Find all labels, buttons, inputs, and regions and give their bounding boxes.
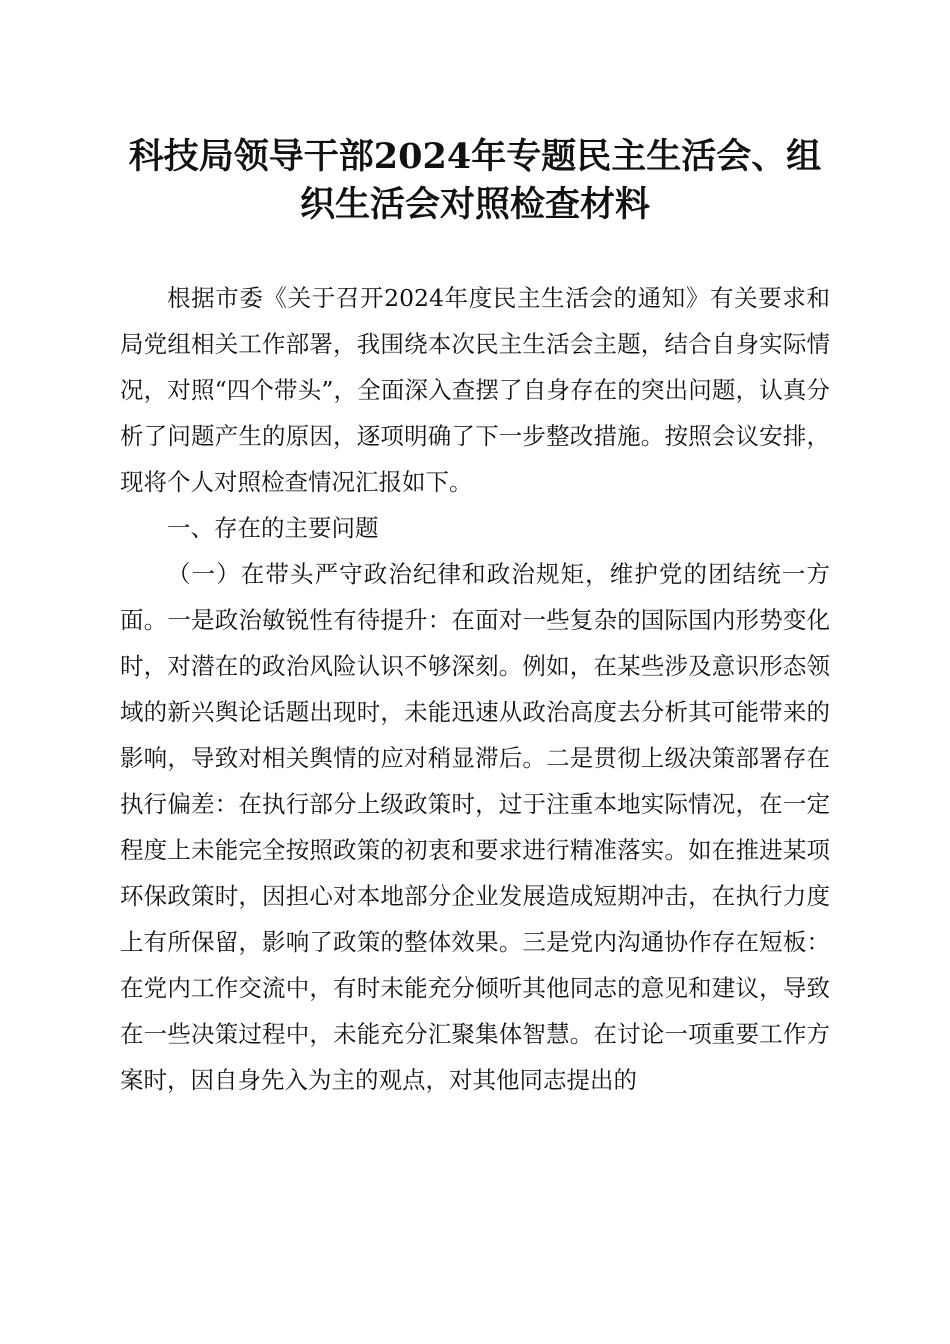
subsection-heading-1: （一）在带头严守政治纪律和政治规矩，维护党的团结统一方面。 [120, 560, 830, 634]
document-body [120, 275, 830, 1103]
document-title-line-2: 织生活会对照检查材料 [299, 184, 650, 225]
intro-paragraph: 根据市委《关于召开2024年度民主生活会的通知》有关要求和局党组相关工作部署，我围绕本次民主生活会主题，结合自身实际情况，对照“四个带头”，全面深入查摆了自身存在的突出问题，认真分析了问题产生的原因，逐项明确了下一步整改措施。按照会议安排，现将个人对照检查情况汇报如下。 [120, 284, 830, 496]
document-title [100, 133, 850, 229]
subsection-body-1: 一是政治敏锐性有待提升：在面对一些复杂的国际国内形势变化时，对潜在的政治风险认识不够深刻。例如，在某些涉及意识形态领域的新兴舆论话题出现时，未能迅速从政治高度去分析其可能带来的影响，导致对相关舆情的应对稍显滞后。二是贯彻上级决策部署存在执行偏差：在执行部分上级政策时，过于注重本地实际情况，在一定程度上未能完全按照政策的初衷和要求进行精准落实。如在推进某项环保政策时，因担心对本地部分企业发展造成短期冲击，在执行力度上有所保留，影响了政策的整体效果。三是党内沟通协作存在短板：在党内工作交流中，有时未能充分倾听其他同志的意见和建议，导致在一些决策过程中，未能充分汇聚集体智慧。在讨论一项重要工作方案时，因自身先入为主的观点，对其他同志提出的 [120, 606, 831, 1094]
section-heading-problems: 一、存在的主要问题 [167, 514, 379, 542]
document-title-line-1: 科技局领导干部2024年专题民主生活会、组 [128, 136, 822, 177]
subsection-paragraph-1 [120, 551, 830, 1103]
